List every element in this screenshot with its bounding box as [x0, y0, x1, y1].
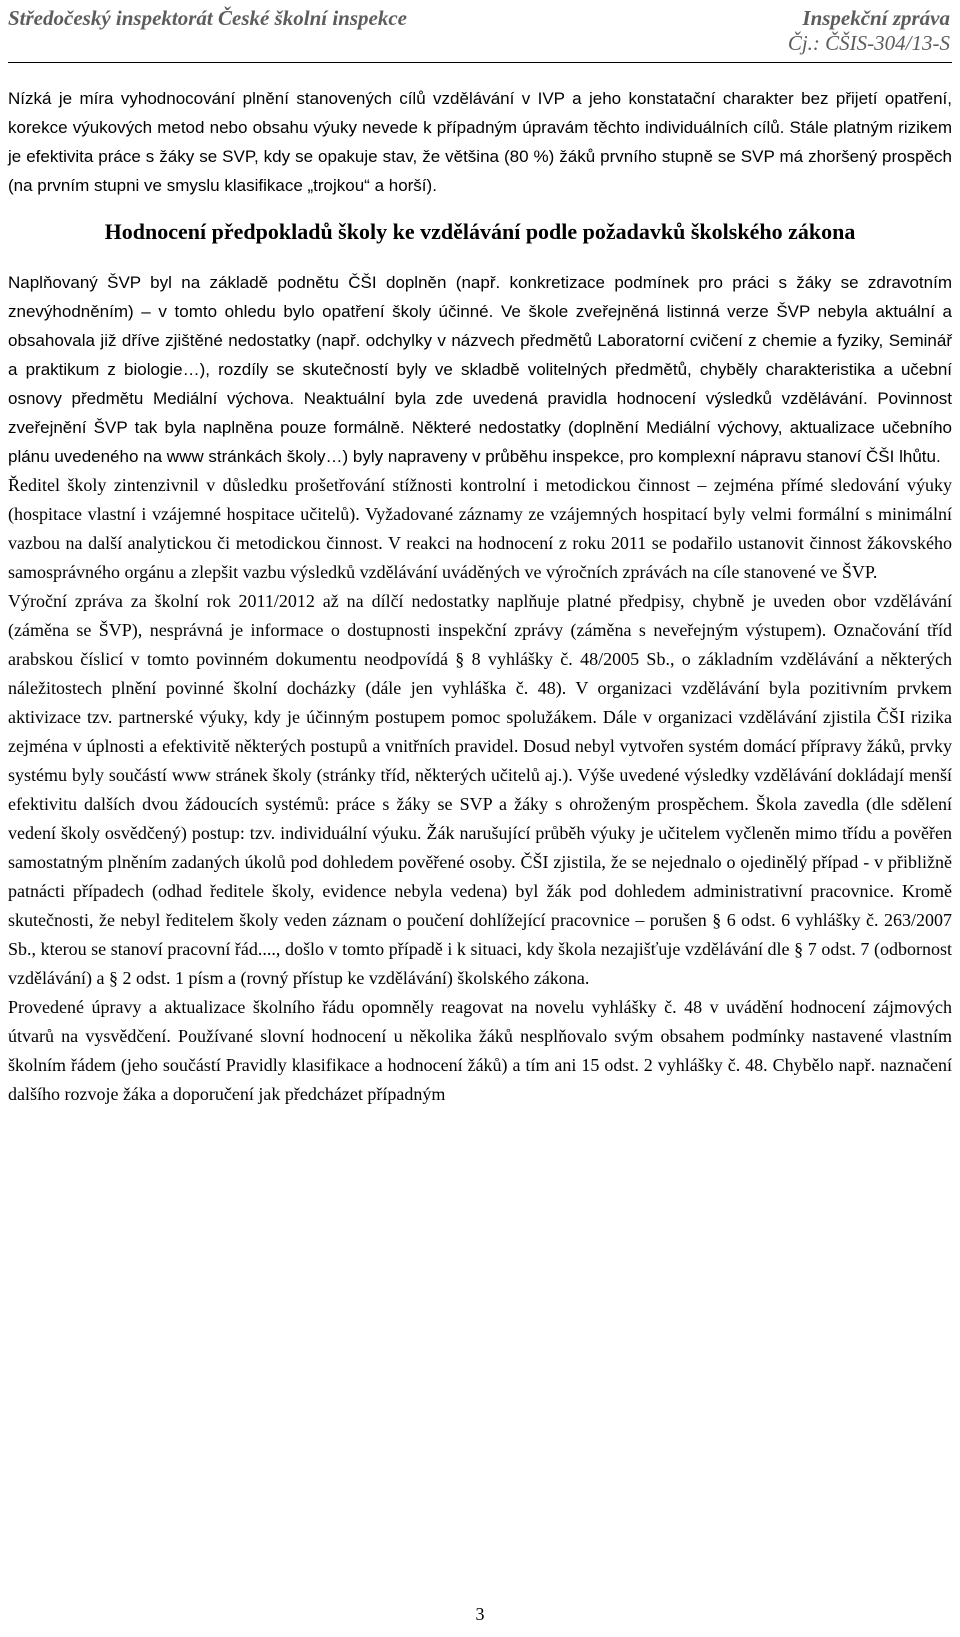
- paragraph-director: Ředitel školy zintenzivnil v důsledku prošetřování stížnosti kontrolní i metodickou činnost – zejména přímé sledování výuky (hospitace vlastní i vzájemné hospitace učitelů). Vyžadované záznamy ze vzájemných hospitací byly velmi formální s minimální vazbou na další analytickou či metodickou činnost. V reakci na hodnocení z roku 2011 se podařilo ustanovit činnost žákovského samosprávného orgánu a zlepšit vazbu výsledků vzdělávání uváděných ve výročních zprávách na cíle stanovené ve ŠVP.: [8, 475, 952, 582]
- header-report-title: Inspekční zpráva: [802, 6, 950, 30]
- header-right: [788, 6, 950, 56]
- page-header: [8, 6, 952, 63]
- paragraph-school-rules: Provedené úpravy a aktualizace školního řádu opomněly reagovat na novelu vyhlášky č. 48 v uvádění hodnocení zájmových útvarů na vysvědčení. Používané slovní hodnocení u několika žáků nesplňovalo svým obsahem podmínky nastavené vlastním školním řádem (jeho součástí Pravidly klasifikace a hodnocení žáků) a tím ani 15 odst. 2 vyhlášky č. 48. Chybělo např. naznačení dalšího rozvoje žáka a doporučení jak předcházet případným: [8, 997, 952, 1104]
- paragraph-svp: Naplňovaný ŠVP byl na základě podnětu ČŠI doplněn (např. konkretizace podmínek pro práci s žáky se zdravotním znevýhodněním) – v tomto ohledu bylo opatření školy účinné. Ve škole zveřejněná listinná verze ŠVP nebyla aktuální a obsahovala již dříve zjištěné nedostatky (např. odchylky v názvech předmětů Laboratorní cvičení z chemie a fyziky, Seminář a praktikum z biologie…), rozdíly se skutečností byly ve skladbě volitelných předmětů, chyběly charakteristika a učební osnovy předmětu Mediální výchova. Neaktuální byla zde uvedená pravidla hodnocení výsledků vzdělávání. Povinnost zveřejnění ŠVP tak byla naplněna pouze formálně. Některé nedostatky (doplnění Mediální výchovy, aktualizace učebního plánu uvedeného na www stránkách školy…) byly napraveny v průběhu inspekce, pro komplexní nápravu stanoví ČŠI lhůtu.: [8, 273, 952, 466]
- document-body: [8, 84, 952, 1109]
- page-number: 3: [475, 1604, 485, 1624]
- section-heading: Hodnocení předpokladů školy ke vzdělávání podle požadavků školského zákona: [104, 219, 856, 244]
- header-reference-number: Čj.: ČŠIS-304/13-S: [787, 31, 950, 55]
- paragraph-ivp: Nízká je míra vyhodnocování plnění stanovených cílů vzdělávání v IVP a jeho konstatační charakter bez přijetí opatření, korekce výukových metod nebo obsahu výuky nevede k případným úpravám těchto individuálních cílů. Stále platným rizikem je efektivita práce s žáky se SVP, kdy se opakuje stav, že většina (80 %) žáků prvního stupně se SVP má zhoršený prospěch (na prvním stupni ve smyslu klasifikace „trojkou“ a horší).: [8, 89, 952, 195]
- header-organization: Středočeský inspektorát České školní inspekce: [8, 6, 407, 30]
- paragraph-annual-report: Výroční zpráva za školní rok 2011/2012 až na dílčí nedostatky naplňuje platné předpisy, chybně je uveden obor vzdělávání (záměna se ŠVP), nesprávná je informace o dostupnosti inspekční zprávy (záměna s neveřejným výstupem). Označování tříd arabskou číslicí v tomto povinném dokumentu neodpovídá § 8 vyhlášky č. 48/2005 Sb., o základním vzdělávání a některých náležitostech plnění povinné školní docházky (dále jen vyhláška č. 48). V organizaci vzdělávání byla pozitivním prvkem aktivizace tzv. partnerské výuky, kdy je účinným postupem pomoc spolužákem. Dále v organizaci vzdělávání zjistila ČŠI rizika zejména v úplnosti a efektivitě některých postupů a vnitřních pravidel. Dosud nebyl vytvořen systém domácí přípravy žáků, prvky systému byly součástí www stránek školy (stránky tříd, některých učitelů aj.). Výše uvedené výsledky vzdělávání dokládají menší efektivitu dalších dvou žádoucích systémů: práce s žáky se SVP a žáky s ohroženým prospěchem. Škola zavedla (dle sdělení vedení školy osvědčený) postup: tzv. individuální výuku. Žák narušující průběh výuky je učitelem vyčleněn mimo třídu a pověřen samostatným plněním zadaných úkolů pod dohledem pověřené osoby. ČŠI zjistila, že se nejednalo o ojedinělý případ - v přibližně patnácti případech (odhad ředitele školy, evidence nebyla vedena) byl žák pod dohledem administrativní pracovnice. Kromě skutečnosti, že nebyl ředitelem školy veden záznam o poučení dohlížející pracovnice – porušen § 6 odst. 6 vyhlášky č. 263/2007 Sb., kterou se stanoví pracovní řád...., došlo v tomto případě i k situaci, kdy škola nezajišťuje vzdělávání dle § 7 odst. 7 (odbornost vzdělávání) a § 2 odst. 1 písm a (rovný přístup ke vzdělávání) školského zákona.: [8, 591, 952, 988]
